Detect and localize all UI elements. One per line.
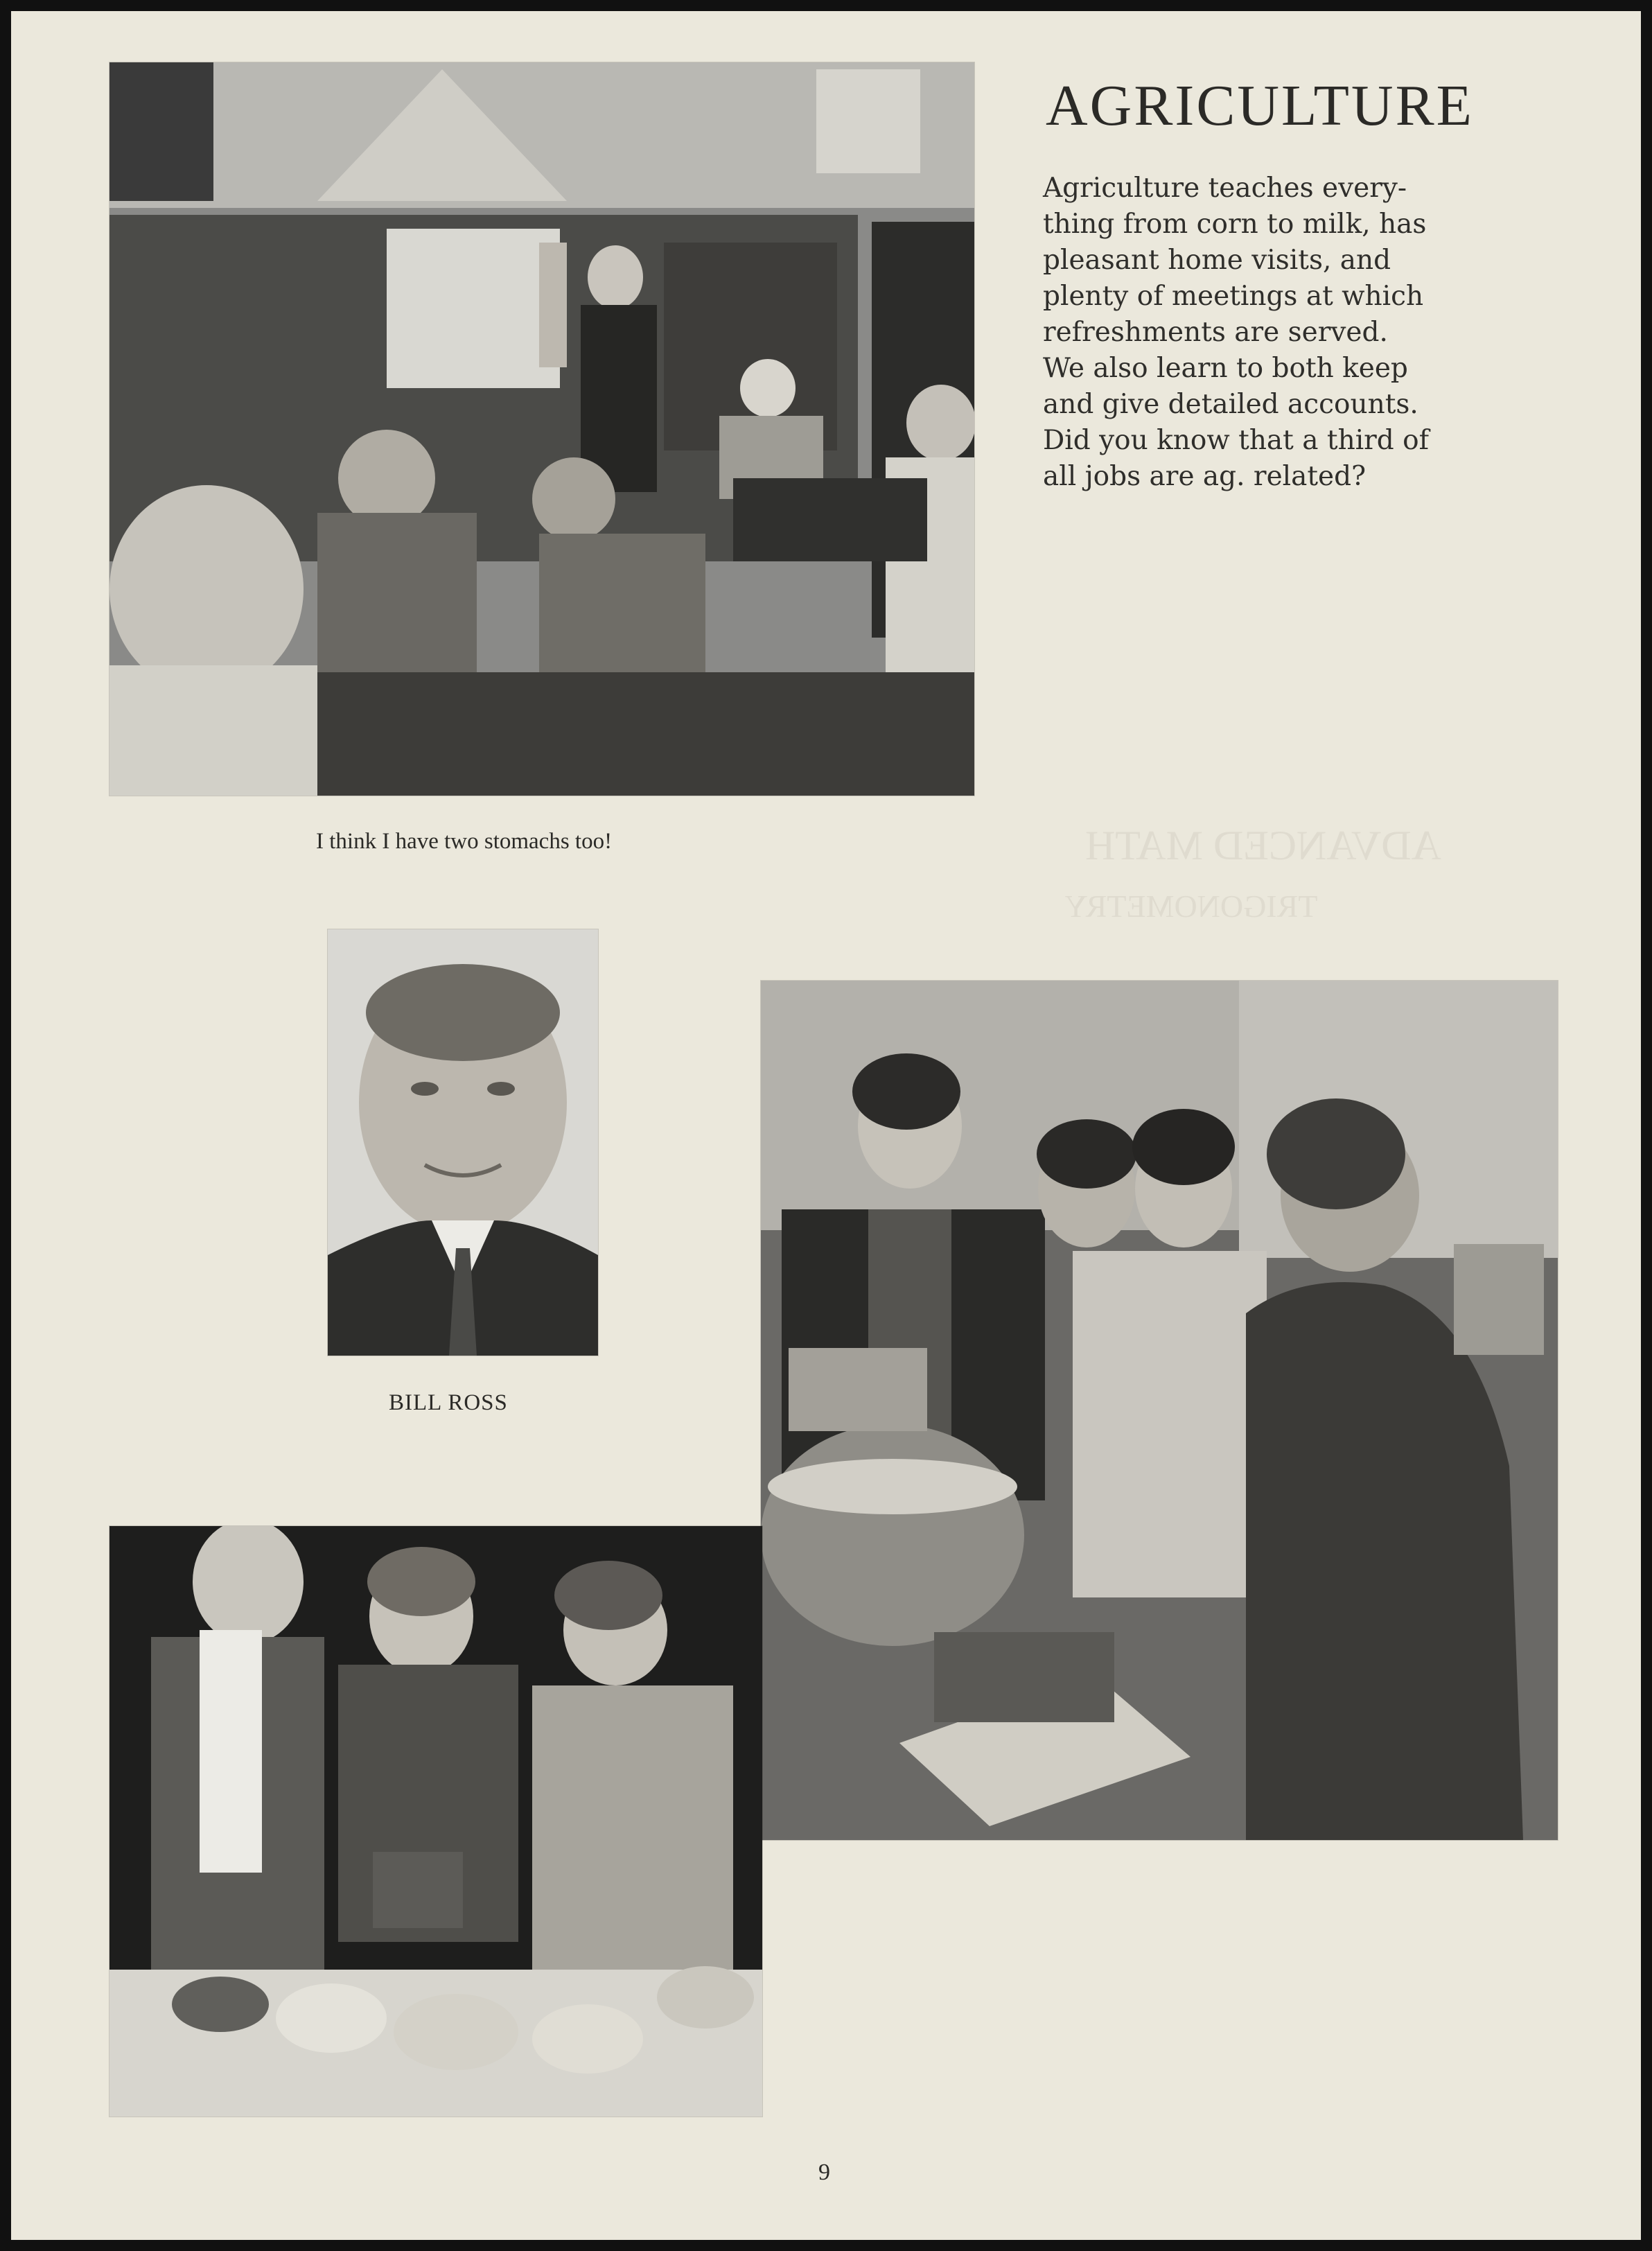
body-line: refreshments are served. [1043, 317, 1388, 348]
portrait-photo [328, 929, 598, 1356]
page-number: 9 [818, 2160, 830, 2185]
portrait-caption: BILL ROSS [389, 1390, 508, 1415]
body-line: thing from corn to milk, has [1043, 209, 1427, 240]
corn-photo [109, 1526, 762, 2117]
body-paragraph [1043, 170, 1542, 495]
page-title: AGRICULTURE [1046, 73, 1474, 138]
classroom-photo [109, 62, 974, 796]
body-line: all jobs are ag. related? [1043, 461, 1367, 492]
body-line: We also learn to both keep [1043, 353, 1408, 384]
classroom-caption: I think I have two stomachs too! [316, 829, 613, 854]
body-line: and give detailed accounts. [1043, 389, 1418, 420]
body-line: Agriculture teaches every- [1043, 173, 1407, 204]
bleed-through-text: TRIGONOMETRY [1064, 888, 1318, 924]
body-line: Did you know that a third of [1043, 425, 1430, 456]
yearbook-page [11, 11, 1641, 2240]
workshop-photo [761, 981, 1558, 1840]
body-line: pleasant home visits, and [1043, 245, 1391, 276]
body-line: plenty of meetings at which [1043, 281, 1424, 312]
bleed-through-text: ADVANCED MATH [1085, 823, 1441, 868]
